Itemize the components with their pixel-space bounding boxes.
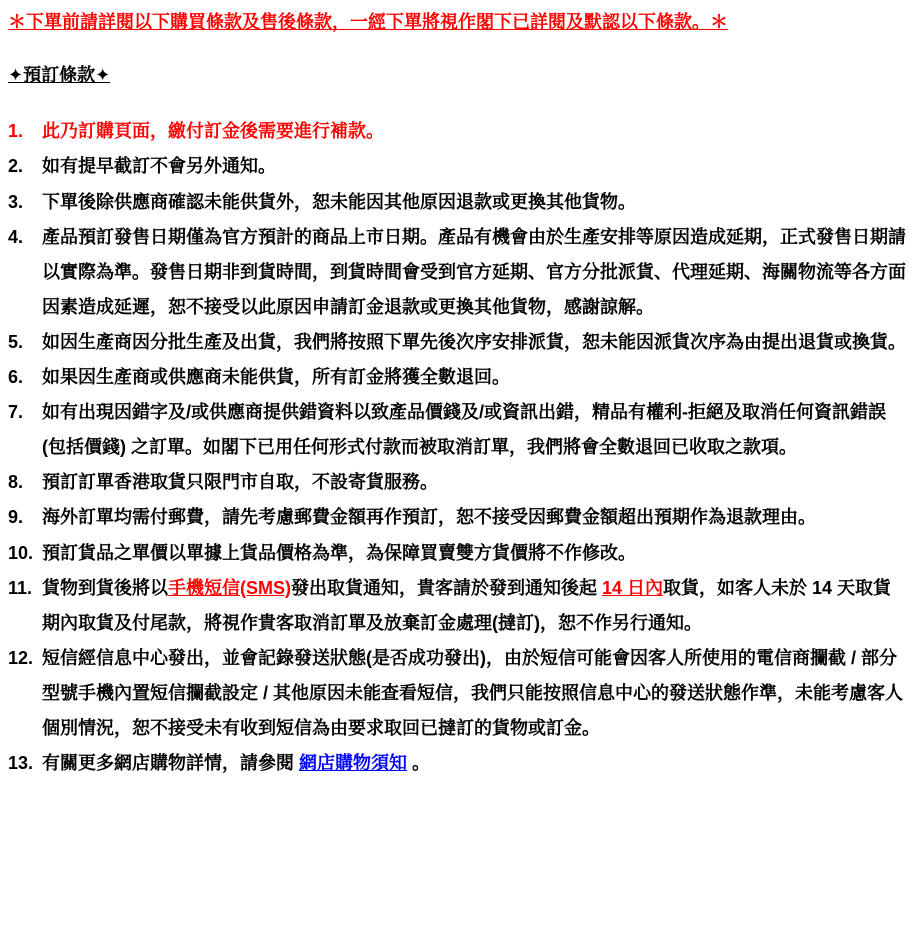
term-item <box>8 536 907 571</box>
term-text <box>42 500 907 535</box>
term-segment: 。 <box>407 753 431 774</box>
term-item <box>8 746 907 781</box>
term-item <box>8 465 907 500</box>
term-item <box>8 114 907 149</box>
term-segment: 產品預訂發售日期僅為官方預計的商品上市日期。產品有機會由於生產安排等原因造成延期，正式發售日期請以實際為準。發售日期非到貨時間，到貨時間會受到官方延期、官方分批派貨、代理延期、海關物流等各方面因素造成延遲，恕不接受以此原因申請訂金退款或更換其他貨物，感謝諒解。 <box>42 226 906 317</box>
term-item <box>8 325 907 360</box>
term-text <box>42 325 907 360</box>
term-text <box>42 465 907 500</box>
term-number: 11. <box>8 577 33 598</box>
term-text <box>42 641 907 746</box>
term-item <box>8 185 907 220</box>
term-item <box>8 360 907 395</box>
term-item <box>8 220 907 325</box>
term-segment: 此乃訂購頁面，繳付訂金後需要進行補款。 <box>42 121 384 142</box>
term-segment: 下單後除供應商確認未能供貨外，恕未能因其他原因退款或更換其他貨物。 <box>42 191 636 212</box>
highlighted-text: 14 日內 <box>602 577 664 598</box>
term-text <box>42 746 907 781</box>
page-title: ＊下單前請詳閱以下購買條款及售後條款，一經下單將視作閣下已詳閱及默認以下條款。＊ <box>8 12 728 32</box>
term-text <box>42 114 907 149</box>
term-number: 4. <box>8 226 24 247</box>
term-segment: 如因生產商因分批生產及出貨，我們將按照下單先後次序安排派貨，恕未能因派貨次序為由提出退貨或換貨。 <box>42 331 906 352</box>
term-segment: 有關更多網店購物詳情，請參閱 <box>42 753 299 774</box>
term-number: 9. <box>8 507 24 528</box>
term-segment: 海外訂單均需付郵費，請先考慮郵費金額再作預訂，恕不接受因郵費金額超出預期作為退款理由。 <box>42 507 816 528</box>
term-segment: 發出取貨通知，貴客請於發到通知後起 <box>291 577 602 598</box>
shop-guide-link[interactable]: 網店購物須知 <box>299 753 407 774</box>
term-item <box>8 395 907 465</box>
term-item <box>8 149 907 184</box>
term-segment: 預訂貨品之單價以單據上貨品價格為準，為保障買賣雙方貨價將不作修改。 <box>42 542 636 563</box>
term-segment: 取貨，如客人未於 14 天取貨期內取貨及付尾款，將視作貴客取消訂單及放棄訂金處理(撻訂)，恕不作另行通知。 <box>42 577 892 633</box>
section-heading-preorder-terms: ✦預訂條款✦ <box>8 65 111 86</box>
term-number: 10. <box>8 542 34 563</box>
term-text <box>42 571 907 641</box>
term-text <box>42 185 907 220</box>
term-text <box>42 395 907 465</box>
term-text <box>42 220 907 325</box>
term-number: 7. <box>8 402 24 423</box>
term-text <box>42 360 907 395</box>
term-text <box>42 536 907 571</box>
term-number: 1. <box>8 121 24 142</box>
term-number: 5. <box>8 331 24 352</box>
term-segment: 如有提早截訂不會另外通知。 <box>42 156 276 177</box>
term-item <box>8 500 907 535</box>
term-segment: 短信經信息中心發出，並會記錄發送狀態(是否成功發出)，由於短信可能會因客人所使用的電信商攔截 / 部分型號手機內置短信攔截設定 / 其他原因未能查看短信，我們只能按照信息中心的發送狀態作準，未能考慮客人個別情況，恕不接受未有收到短信為由要求取回已撻訂的貨物或訂金。 <box>42 647 903 738</box>
term-segment: 如有出現因錯字及/或供應商提供錯資料以致產品價錢及/或資訊出錯，精品有權利-拒絕及取消任何資訊錯誤(包括價錢) 之訂單。如閣下已用任何形式付款而被取消訂單，我們將會全數退回已收取之款項。 <box>42 402 886 458</box>
term-number: 13. <box>8 753 34 774</box>
term-number: 2. <box>8 156 24 177</box>
terms-list <box>8 114 907 781</box>
term-number: 12. <box>8 647 34 668</box>
term-text <box>42 149 907 184</box>
term-segment: 貨物到貨後將以 <box>42 577 168 598</box>
term-segment: 預訂訂單香港取貨只限門市自取，不設寄貨服務。 <box>42 472 438 493</box>
term-number: 8. <box>8 472 24 493</box>
term-number: 3. <box>8 191 24 212</box>
term-number: 6. <box>8 367 24 388</box>
term-item <box>8 641 907 746</box>
term-segment: 如果因生產商或供應商未能供貨，所有訂金將獲全數退回。 <box>42 367 510 388</box>
highlighted-text: 手機短信(SMS) <box>168 577 291 598</box>
term-item <box>8 571 907 641</box>
